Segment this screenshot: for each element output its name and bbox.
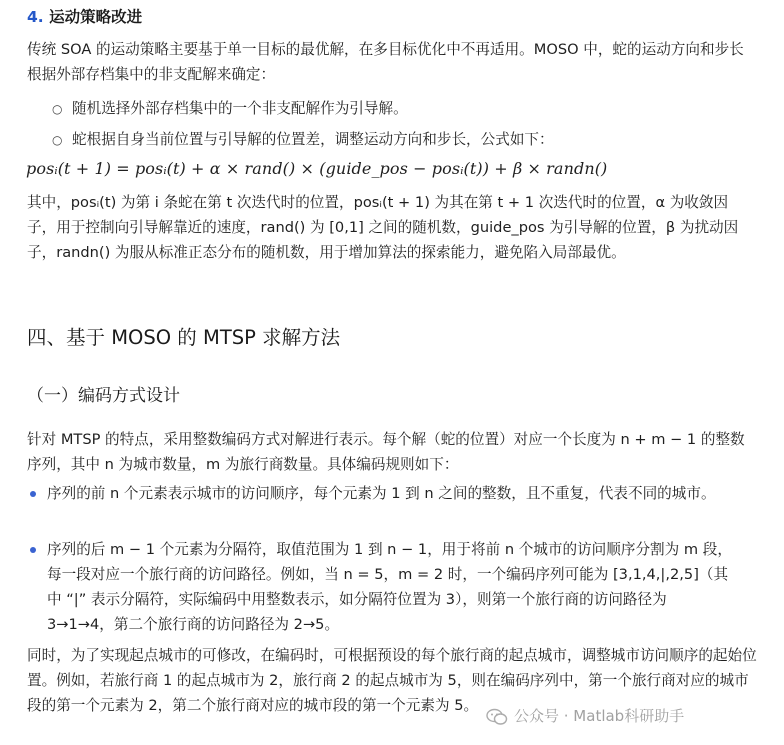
formula: posᵢ(t + 1) = posᵢ(t) + α × rand() × (guide_pos − posᵢ(t)) + β × randn() <box>26 159 608 178</box>
explanation-paragraph: 其中，posᵢ(t) 为第 i 条蛇在第 t 次迭代时的位置，posᵢ(t + 1) 为其在第 t + 1 次迭代时的位置，α 为收敛因子，用于控制向引导解靠近的速度，rand() 为 [0,1] 之间的随机数，guide_pos 为引导解的位置，β 为扰动因子，randn() 为服从标准正态分布的随机数，用于增加算法的探索能力，避免陷入局部最优。 <box>27 194 739 261</box>
subsection-heading: （一）编码方式设计 <box>27 386 180 406</box>
chapter-heading: 四、基于 MOSO 的 MTSP 求解方法 <box>27 326 341 349</box>
list-bullet-icon <box>30 547 36 553</box>
wechat-icon <box>486 708 508 726</box>
list-item-text: 随机选择外部存档集中的一个非支配解作为引导解。 <box>72 100 408 117</box>
section-number: 4. <box>27 8 44 26</box>
circle-bullet-icon: ○ <box>52 133 63 147</box>
list-item-text: 蛇根据自身当前位置与引导解的位置差，调整运动方向和步长，公式如下： <box>72 131 554 148</box>
list-item: 序列的后 m − 1 个元素为分隔符，取值范围为 1 到 n − 1，用于将前 n 个城市的访问顺序分割为 m 段，每一段对应一个旅行商的访问路径。例如，当 n = 5，m = 2 时，一个编码序列可能为 [3,1,4,|,2,5]（其中 “|” 表示分隔符，实际编码中用整数表示，如分隔符位置为 3），则第一个旅行商的访问路径为 3→1→4，第二个旅行商的访问路径为 2→5。 <box>47 541 732 633</box>
circle-bullet-icon: ○ <box>52 102 63 116</box>
encoding-intro-paragraph: 针对 MTSP 的特点，采用整数编码方式对解进行表示。每个解（蛇的位置）对应一个长度为 n + m − 1 的整数序列，其中 n 为城市数量，m 为旅行商数量。具体编码规则如下： <box>27 431 745 473</box>
list-item <box>52 127 752 153</box>
list-item <box>52 96 752 122</box>
list-bullet-icon <box>30 491 36 497</box>
section-title: 运动策略改进 <box>49 8 143 26</box>
watermark <box>486 704 684 729</box>
closing-paragraph: 同时，为了实现起点城市的可修改，在编码时，可根据预设的每个旅行商的起点城市，调整城市访问顺序的起始位置。例如，若旅行商 1 的起点城市为 2，旅行商 2 的起点城市为 5，则在编码序列中，第一个旅行商对应的城市段的第一个元素为 2，第二个旅行商对应的城市段的第一个元素为 5。 <box>27 647 757 714</box>
list-item: 序列的前 n 个元素表示城市的访问顺序，每个元素为 1 到 n 之间的整数，且不重复，代表不同的城市。 <box>47 485 716 502</box>
section-heading <box>27 5 142 30</box>
watermark-text: 公众号 · Matlab科研助手 <box>514 707 685 725</box>
intro-paragraph: 传统 SOA 的运动策略主要基于单一目标的最优解，在多目标优化中不再适用。MOSO 中，蛇的运动方向和步长根据外部存档集中的非支配解来确定： <box>27 41 744 83</box>
